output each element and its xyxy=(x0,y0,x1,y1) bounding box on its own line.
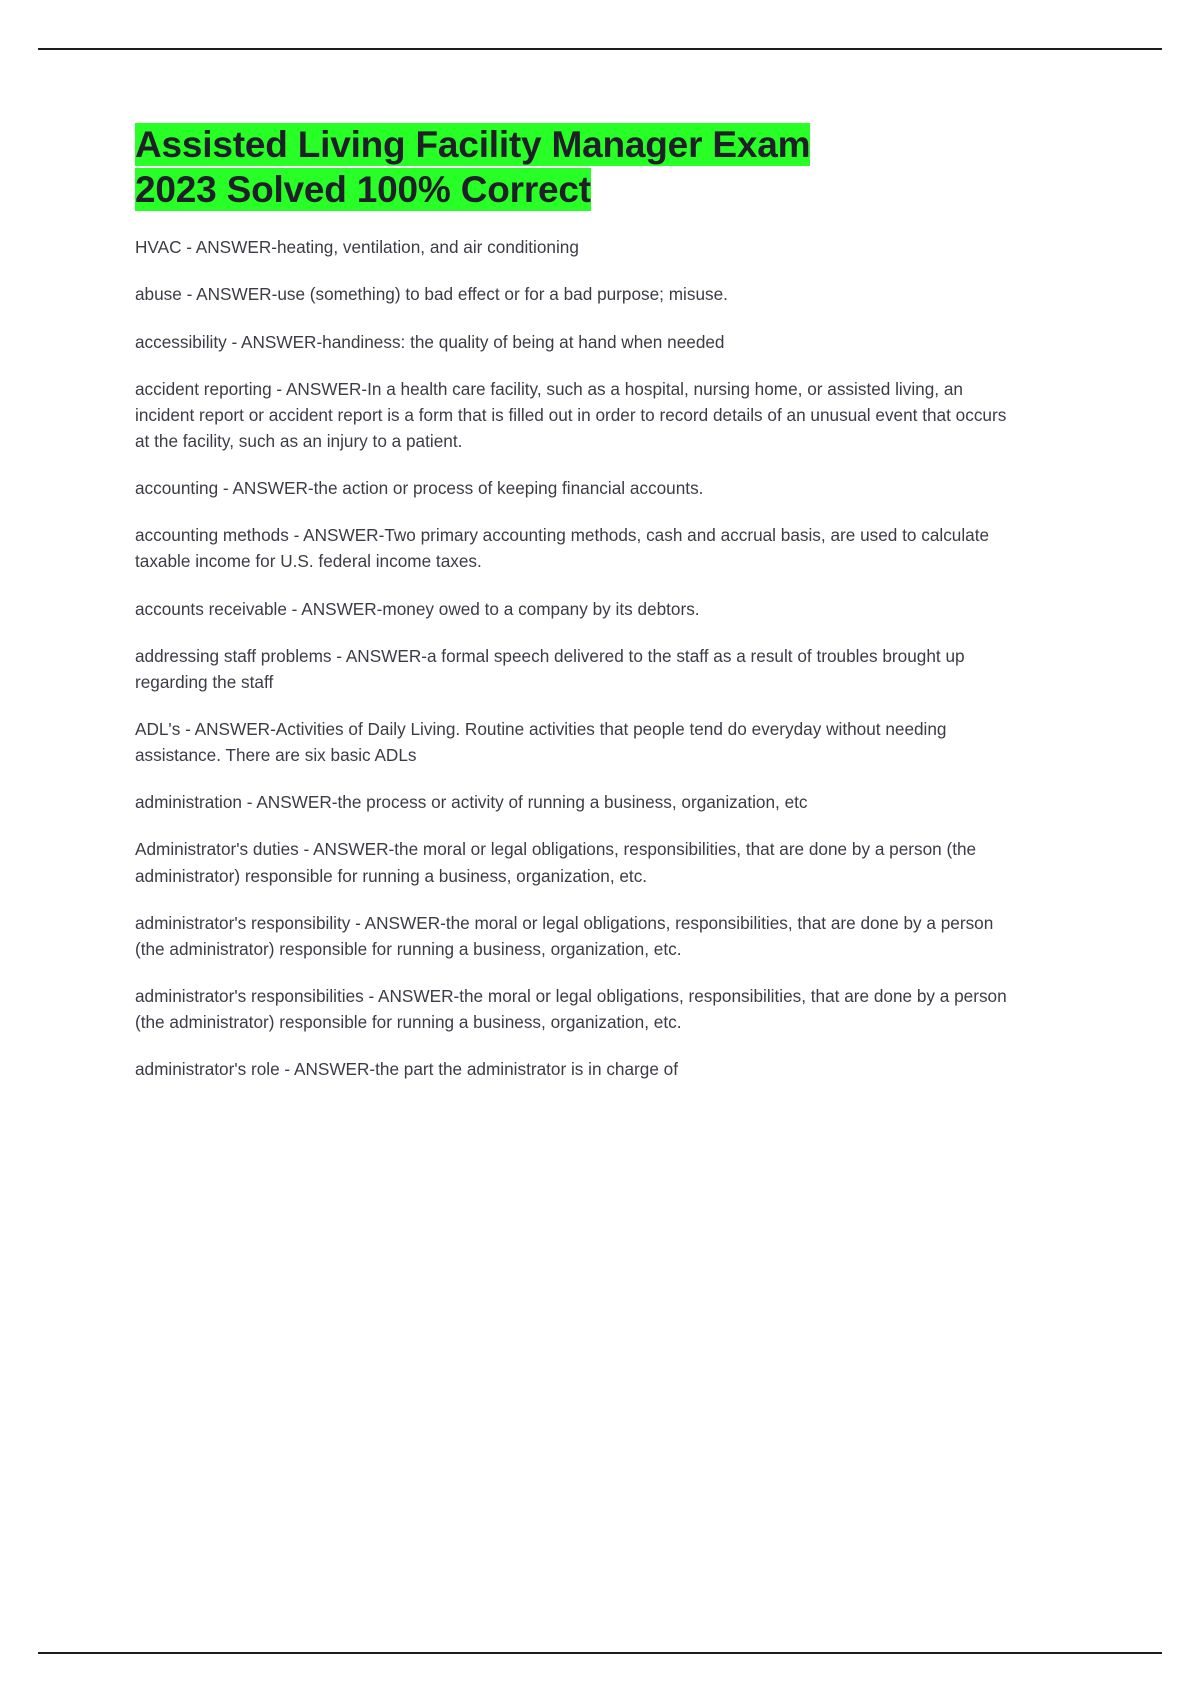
page-title-line-2: 2023 Solved 100% Correct xyxy=(135,169,591,211)
glossary-entry: accounts receivable - ANSWER-money owed to a company by its debtors. xyxy=(135,598,700,619)
page-title xyxy=(135,122,1007,212)
page-title-line-1: Assisted Living Facility Manager Exam xyxy=(135,124,811,165)
glossary-entry: accounting - ANSWER-the action or process of keeping financial accounts. xyxy=(135,478,704,499)
document-body xyxy=(135,122,1007,1103)
glossary-entry: administrator's responsibility - ANSWER-the moral or legal obligations, responsibilities, that are done by a person (the administrator) responsible for running a business, organization, etc. xyxy=(135,912,994,959)
glossary-entry: addressing staff problems - ANSWER-a formal speech delivered to the staff as a result of troubles brought up regarding the staff xyxy=(135,645,965,692)
header-rule xyxy=(38,48,1162,50)
glossary-entry: accounting methods - ANSWER-Two primary accounting methods, cash and accrual basis, are used to calculate taxable income for U.S. federal income taxes. xyxy=(135,525,990,572)
glossary-entry: abuse - ANSWER-use (something) to bad effect or for a bad purpose; misuse. xyxy=(135,284,728,305)
glossary-entry: Administrator's duties - ANSWER-the moral or legal obligations, responsibilities, that are done by a person (the administrator) responsible for running a business, organization, etc. xyxy=(135,839,977,886)
glossary-entry: administration - ANSWER-the process or activity of running a business, organization, etc xyxy=(135,792,808,813)
glossary-entry: accessibility - ANSWER-handiness: the quality of being at hand when needed xyxy=(135,331,725,352)
glossary-entry: administrator's responsibilities - ANSWER-the moral or legal obligations, responsibilities, that are done by a person (the administrator) responsible for running a business, organization, etc. xyxy=(135,985,1007,1033)
glossary-entry: HVAC - ANSWER-heating, ventilation, and air conditioning xyxy=(135,237,579,258)
glossary-entry: administrator's role - ANSWER-the part the administrator is in charge of xyxy=(135,1059,678,1080)
footer-rule xyxy=(38,1652,1162,1654)
glossary-entry: ADL's - ANSWER-Activities of Daily Living. Routine activities that people tend do everyday without needing assistance. There are six basic ADLs xyxy=(135,718,947,766)
glossary-entry: accident reporting - ANSWER-In a health care facility, such as a hospital, nursing home, or assisted living, an incident report or accident report is a form that is filled out in order to record details of an unusual event that occurs at the facility, such as an injury to a patient. xyxy=(135,378,1007,451)
